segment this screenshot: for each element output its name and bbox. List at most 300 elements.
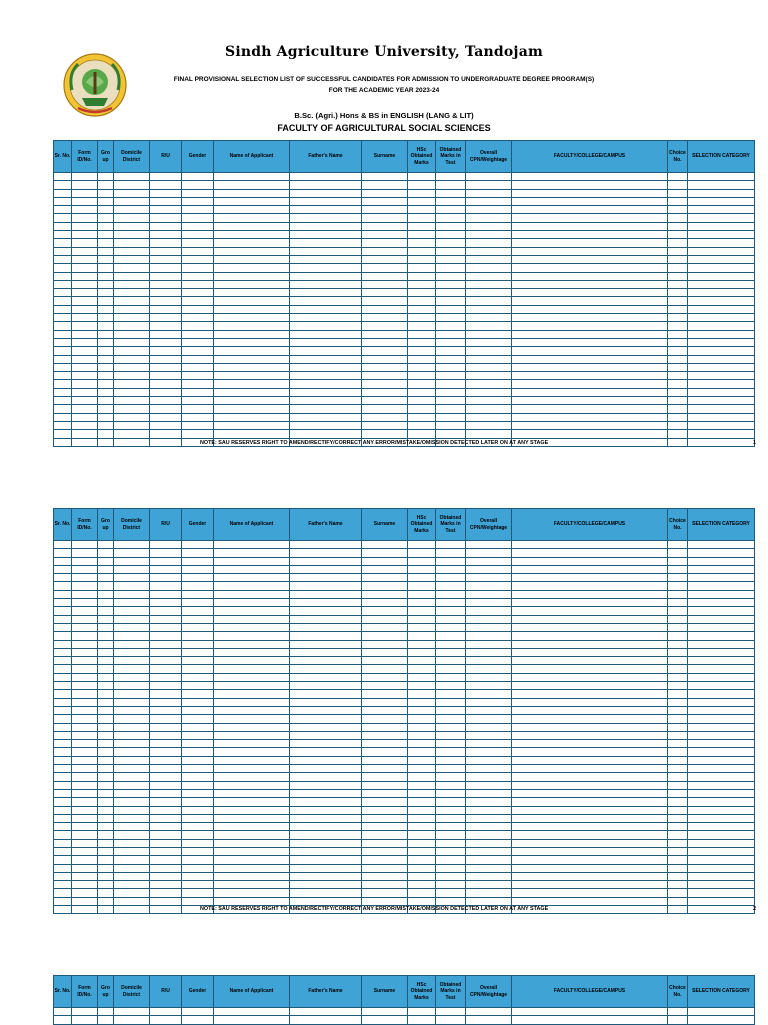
table-cell <box>98 839 114 847</box>
table-cell <box>362 239 408 247</box>
table-cell <box>290 421 362 429</box>
table-cell <box>362 814 408 822</box>
table-cell <box>668 289 688 297</box>
table-cell <box>290 831 362 839</box>
table-cell <box>436 789 466 797</box>
table-cell <box>290 715 362 723</box>
table-cell <box>214 599 290 607</box>
table-cell <box>54 272 72 280</box>
table-cell <box>54 189 72 197</box>
table-cell <box>98 590 114 598</box>
table-cell <box>466 748 512 756</box>
table-cell <box>98 823 114 831</box>
table-cell <box>114 582 150 590</box>
table-cell <box>408 715 436 723</box>
table-cell <box>182 405 214 413</box>
table-cell <box>214 607 290 615</box>
table-cell <box>182 338 214 346</box>
table-cell <box>408 731 436 739</box>
table-cell <box>98 557 114 565</box>
table-cell <box>512 413 668 421</box>
table-cell <box>54 640 72 648</box>
table-cell <box>466 740 512 748</box>
table-row <box>54 289 755 297</box>
table-cell <box>214 430 290 438</box>
table-cell <box>668 314 688 322</box>
table-cell <box>214 541 290 549</box>
table-cell <box>114 338 150 346</box>
table-cell <box>72 806 98 814</box>
table-cell <box>150 388 182 396</box>
table-cell <box>668 380 688 388</box>
table-cell <box>512 430 668 438</box>
table-cell <box>150 181 182 189</box>
table-cell <box>688 839 755 847</box>
table-cell <box>362 789 408 797</box>
table-cell <box>72 607 98 615</box>
table-cell <box>114 599 150 607</box>
table-cell <box>436 380 466 388</box>
table-row <box>54 673 755 681</box>
table-cell <box>362 549 408 557</box>
table-cell <box>512 372 668 380</box>
table-cell <box>436 330 466 338</box>
table-cell <box>150 657 182 665</box>
table-cell <box>436 338 466 346</box>
table-cell <box>290 864 362 872</box>
table-cell <box>362 872 408 880</box>
table-cell <box>668 690 688 698</box>
table-cell <box>466 430 512 438</box>
table-cell <box>150 549 182 557</box>
table-cell <box>408 814 436 822</box>
table-cell <box>512 648 668 656</box>
table-cell <box>512 756 668 764</box>
table-row <box>54 648 755 656</box>
table-cell <box>114 355 150 363</box>
column-header: Form ID/No. <box>72 976 98 1008</box>
table-cell <box>436 397 466 405</box>
column-header: Gro up <box>98 509 114 541</box>
table-cell <box>182 847 214 855</box>
table-cell <box>182 206 214 214</box>
table-cell <box>466 231 512 239</box>
table-cell <box>466 582 512 590</box>
table-cell <box>290 773 362 781</box>
table-cell <box>436 541 466 549</box>
table-cell <box>512 723 668 731</box>
table-cell <box>54 289 72 297</box>
table-cell <box>214 314 290 322</box>
table-cell <box>362 565 408 573</box>
table-cell <box>182 723 214 731</box>
column-header: Overall CPN/Weightage <box>466 976 512 1008</box>
table-cell <box>512 657 668 665</box>
table-cell <box>72 347 98 355</box>
table-cell <box>150 731 182 739</box>
table-cell <box>98 756 114 764</box>
table-row <box>54 765 755 773</box>
column-header: Gro up <box>98 976 114 1008</box>
table-cell <box>290 247 362 255</box>
table-cell <box>182 823 214 831</box>
table-row <box>54 397 755 405</box>
table-cell <box>182 222 214 230</box>
table-cell <box>436 740 466 748</box>
table-cell <box>72 847 98 855</box>
table-cell <box>290 397 362 405</box>
table-row <box>54 590 755 598</box>
table-cell <box>214 847 290 855</box>
table-cell <box>362 831 408 839</box>
table-cell <box>436 355 466 363</box>
table-cell <box>362 856 408 864</box>
table-cell <box>688 289 755 297</box>
table-cell <box>362 189 408 197</box>
table-cell <box>214 189 290 197</box>
table-cell <box>114 906 150 914</box>
table-cell <box>98 789 114 797</box>
table-row <box>54 405 755 413</box>
table-cell <box>150 363 182 371</box>
table-cell <box>466 715 512 723</box>
table-cell <box>466 615 512 623</box>
table-cell <box>182 380 214 388</box>
table-cell <box>466 806 512 814</box>
table-cell <box>72 214 98 222</box>
table-cell <box>688 363 755 371</box>
table-cell <box>512 582 668 590</box>
table-cell <box>114 765 150 773</box>
table-cell <box>362 781 408 789</box>
table-cell <box>436 206 466 214</box>
table-cell <box>436 806 466 814</box>
table-cell <box>436 322 466 330</box>
table-row <box>54 665 755 673</box>
table-cell <box>688 582 755 590</box>
table-cell <box>150 806 182 814</box>
table-cell <box>362 338 408 346</box>
table-row <box>54 272 755 280</box>
column-header: Domicile District <box>114 141 150 173</box>
table-cell <box>688 690 755 698</box>
table-cell <box>214 897 290 905</box>
table-cell <box>362 864 408 872</box>
table-cell <box>150 231 182 239</box>
table-cell <box>512 297 668 305</box>
table-cell <box>290 363 362 371</box>
table-cell <box>290 756 362 764</box>
table-cell <box>362 305 408 313</box>
table-cell <box>668 607 688 615</box>
table-cell <box>98 881 114 889</box>
table-cell <box>182 872 214 880</box>
table-cell <box>114 690 150 698</box>
table-cell <box>668 247 688 255</box>
table-cell <box>114 239 150 247</box>
table-cell <box>436 872 466 880</box>
table-cell <box>408 657 436 665</box>
table-cell <box>688 231 755 239</box>
table-cell <box>466 380 512 388</box>
table-row <box>54 731 755 739</box>
table-cell <box>408 206 436 214</box>
table-cell <box>668 355 688 363</box>
table-cell <box>72 690 98 698</box>
table-cell <box>114 781 150 789</box>
table-cell <box>512 280 668 288</box>
table-cell <box>436 706 466 714</box>
table-row <box>54 363 755 371</box>
table-cell <box>214 557 290 565</box>
table-cell <box>54 413 72 421</box>
table-cell <box>290 330 362 338</box>
table-cell <box>150 397 182 405</box>
table-cell <box>98 438 114 446</box>
table-cell <box>150 214 182 222</box>
page-note: NOTE: SAU RESERVES RIGHT TO AMEND/RECTIFY/CORRECT ANY ERROR/MISTAKE/OMISSION DETECTED LATER ON AT ANY STAGE <box>200 440 549 446</box>
table-cell <box>362 773 408 781</box>
table-cell <box>436 731 466 739</box>
table-cell <box>290 289 362 297</box>
table-cell <box>290 557 362 565</box>
table-cell <box>466 347 512 355</box>
column-header: Father's Name <box>290 141 362 173</box>
table-cell <box>688 405 755 413</box>
table-row <box>54 814 755 822</box>
table-cell <box>54 231 72 239</box>
table-cell <box>466 839 512 847</box>
table-cell <box>114 255 150 263</box>
table-cell <box>362 355 408 363</box>
table-cell <box>290 698 362 706</box>
table-cell <box>98 355 114 363</box>
table-cell <box>150 765 182 773</box>
table-cell <box>436 582 466 590</box>
table-cell <box>512 731 668 739</box>
table-cell <box>436 665 466 673</box>
table-cell <box>98 189 114 197</box>
table-cell <box>114 197 150 205</box>
table-cell <box>150 756 182 764</box>
table-cell <box>214 405 290 413</box>
table-cell <box>98 615 114 623</box>
table-cell <box>72 582 98 590</box>
table-cell <box>150 615 182 623</box>
table-cell <box>408 706 436 714</box>
table-cell <box>512 574 668 582</box>
table-cell <box>98 206 114 214</box>
table-cell <box>512 698 668 706</box>
table-cell <box>668 222 688 230</box>
university-title: Sindh Agriculture University, Tandojam <box>225 44 543 60</box>
table-cell <box>98 1016 114 1024</box>
selection-table-page-3 <box>53 975 755 1025</box>
table-cell <box>408 740 436 748</box>
table-cell <box>436 181 466 189</box>
table-cell <box>114 557 150 565</box>
table-header-row <box>54 141 755 173</box>
table-cell <box>466 565 512 573</box>
table-cell <box>114 864 150 872</box>
table-cell <box>214 549 290 557</box>
table-cell <box>290 206 362 214</box>
table-cell <box>668 590 688 598</box>
table-cell <box>54 574 72 582</box>
table-cell <box>688 181 755 189</box>
table-cell <box>436 756 466 764</box>
table-cell <box>114 214 150 222</box>
table-cell <box>114 831 150 839</box>
table-cell <box>436 698 466 706</box>
table-row <box>54 355 755 363</box>
table-cell <box>150 648 182 656</box>
table-cell <box>54 557 72 565</box>
table-cell <box>114 363 150 371</box>
table-cell <box>72 872 98 880</box>
table-cell <box>290 856 362 864</box>
table-cell <box>214 682 290 690</box>
table-cell <box>512 214 668 222</box>
table-cell <box>512 380 668 388</box>
table-cell <box>150 430 182 438</box>
table-cell <box>182 289 214 297</box>
table-cell <box>436 640 466 648</box>
table-cell <box>668 889 688 897</box>
table-cell <box>98 255 114 263</box>
table-cell <box>214 1008 290 1016</box>
table-cell <box>290 798 362 806</box>
table-cell <box>214 715 290 723</box>
table-cell <box>182 322 214 330</box>
table-cell <box>362 541 408 549</box>
table-cell <box>466 338 512 346</box>
table-cell <box>408 881 436 889</box>
table-cell <box>688 623 755 631</box>
table-cell <box>688 740 755 748</box>
table-cell <box>688 599 755 607</box>
table-cell <box>114 181 150 189</box>
table-cell <box>408 897 436 905</box>
table-cell <box>512 690 668 698</box>
table-cell <box>214 380 290 388</box>
table-cell <box>72 657 98 665</box>
table-cell <box>54 723 72 731</box>
table-cell <box>72 599 98 607</box>
table-cell <box>512 231 668 239</box>
table-cell <box>72 264 98 272</box>
table-cell <box>114 590 150 598</box>
table-cell <box>512 541 668 549</box>
table-cell <box>54 222 72 230</box>
table-cell <box>182 673 214 681</box>
table-cell <box>214 1016 290 1024</box>
table-cell <box>362 798 408 806</box>
table-cell <box>668 906 688 914</box>
table-cell <box>466 405 512 413</box>
table-cell <box>72 864 98 872</box>
table-cell <box>150 789 182 797</box>
table-cell <box>466 173 512 181</box>
table-cell <box>182 632 214 640</box>
table-cell <box>150 222 182 230</box>
table-cell <box>688 189 755 197</box>
table-row <box>54 264 755 272</box>
table-cell <box>408 565 436 573</box>
table-cell <box>54 430 72 438</box>
table-cell <box>408 347 436 355</box>
table-cell <box>688 897 755 905</box>
table-cell <box>688 723 755 731</box>
table-cell <box>72 557 98 565</box>
table-cell <box>182 565 214 573</box>
table-cell <box>72 632 98 640</box>
column-header: Sr. No. <box>54 509 72 541</box>
table-cell <box>668 789 688 797</box>
table-cell <box>54 731 72 739</box>
table-cell <box>98 673 114 681</box>
table-cell <box>150 264 182 272</box>
table-cell <box>72 297 98 305</box>
table-cell <box>54 388 72 396</box>
table-cell <box>408 541 436 549</box>
table-cell <box>114 731 150 739</box>
table-cell <box>150 897 182 905</box>
table-cell <box>182 856 214 864</box>
table-cell <box>114 565 150 573</box>
table-cell <box>668 372 688 380</box>
table-cell <box>114 330 150 338</box>
table-cell <box>290 338 362 346</box>
table-cell <box>668 881 688 889</box>
table-cell <box>54 648 72 656</box>
table-cell <box>290 889 362 897</box>
table-cell <box>114 222 150 230</box>
table-cell <box>436 889 466 897</box>
table-cell <box>114 541 150 549</box>
table-cell <box>98 405 114 413</box>
table-cell <box>54 690 72 698</box>
column-header: Surname <box>362 976 408 1008</box>
table-cell <box>182 239 214 247</box>
table-cell <box>668 648 688 656</box>
table-cell <box>54 715 72 723</box>
table-cell <box>668 823 688 831</box>
table-cell <box>114 380 150 388</box>
table-cell <box>668 582 688 590</box>
table-cell <box>512 181 668 189</box>
table-cell <box>114 673 150 681</box>
table-cell <box>688 222 755 230</box>
table-cell <box>290 814 362 822</box>
table-cell <box>668 706 688 714</box>
table-row <box>54 338 755 346</box>
table-cell <box>54 823 72 831</box>
table-cell <box>688 255 755 263</box>
table-cell <box>512 206 668 214</box>
table-cell <box>362 748 408 756</box>
table-cell <box>114 740 150 748</box>
table-cell <box>214 582 290 590</box>
table-cell <box>688 557 755 565</box>
table-cell <box>362 397 408 405</box>
table-cell <box>668 255 688 263</box>
table-cell <box>362 665 408 673</box>
table-cell <box>54 906 72 914</box>
table-cell <box>182 889 214 897</box>
table-cell <box>114 280 150 288</box>
table-cell <box>290 255 362 263</box>
